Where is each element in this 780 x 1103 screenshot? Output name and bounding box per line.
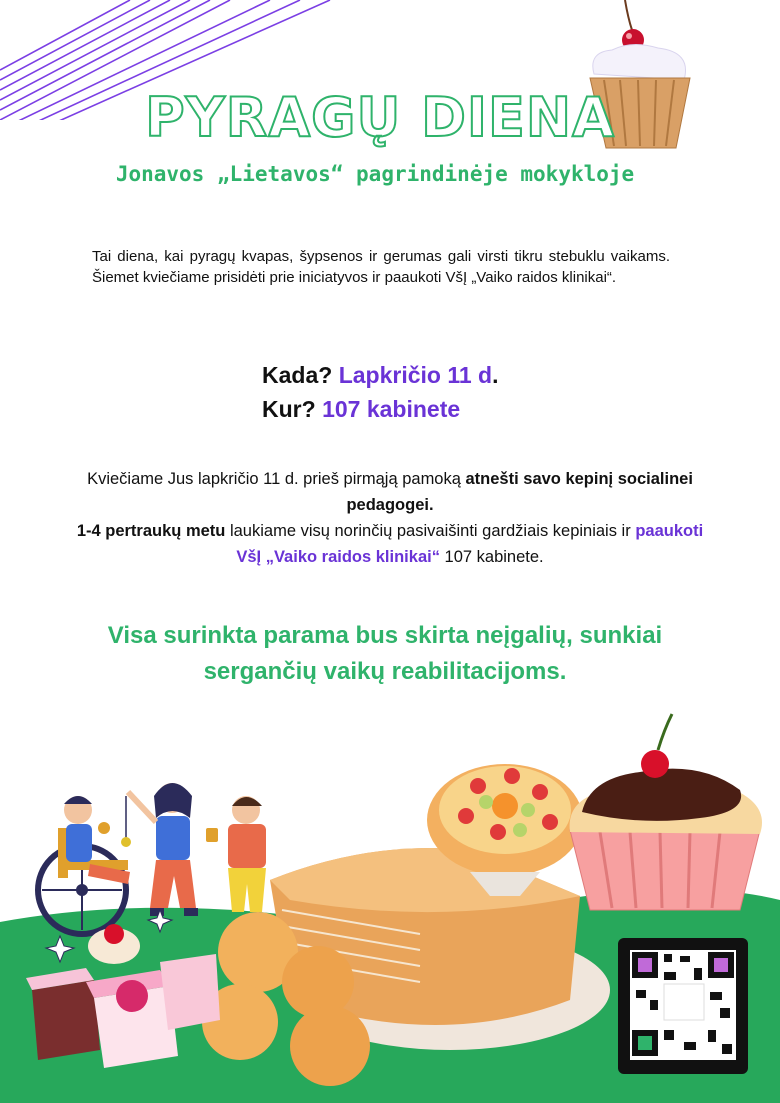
where-value: 107 kabinete [322,396,461,422]
body-p1-start: Kviečiame Jus lapkričio 11 d. prieš pirmąją pamoką [87,470,466,488]
when-label: Kada? [262,362,333,388]
intro-paragraph: Tai diena, kai pyragų kvapas, šypsenos ir gerumas gali virsti tikru stebuklu vaikams. Šiemet kviečiame prisidėti prie iniciatyvos ir paaukoti VšĮ „Vaiko raidos klinikai“. [92,248,670,286]
closing-statement: Visa surinkta parama bus skirta neįgalių, sunkiai sergančių vaikų reabilitacijoms. [107,622,663,685]
qr-code-icon [618,938,748,1074]
event-details [262,358,498,426]
bottom-illustration [0,700,780,1103]
body-paragraph [70,466,710,570]
body-p2-bold: 1-4 pertraukų metu [76,522,226,540]
when-line [262,358,498,392]
page-title: PYRAGŲ DIENA [145,86,615,149]
when-dot: . [492,362,499,388]
where-line [262,392,498,426]
body-p1-bold: atnešti savo kepinį socialinei pedagogei. [346,470,693,514]
body-p2-end: 107 kabinete. [439,548,544,566]
body-p2-purple: paaukoti VšĮ „Vaiko raidos klinikai“ [236,522,704,566]
body-p2-mid: laukiame visų norinčių pasivaišinti gardžiais kepiniais ir [225,522,636,540]
when-value: Lapkričio 11 d [338,362,493,388]
page-subtitle: Jonavos „Lietavos“ pagrindinėje mokykloje [115,162,635,186]
where-label: Kur? [262,396,316,422]
